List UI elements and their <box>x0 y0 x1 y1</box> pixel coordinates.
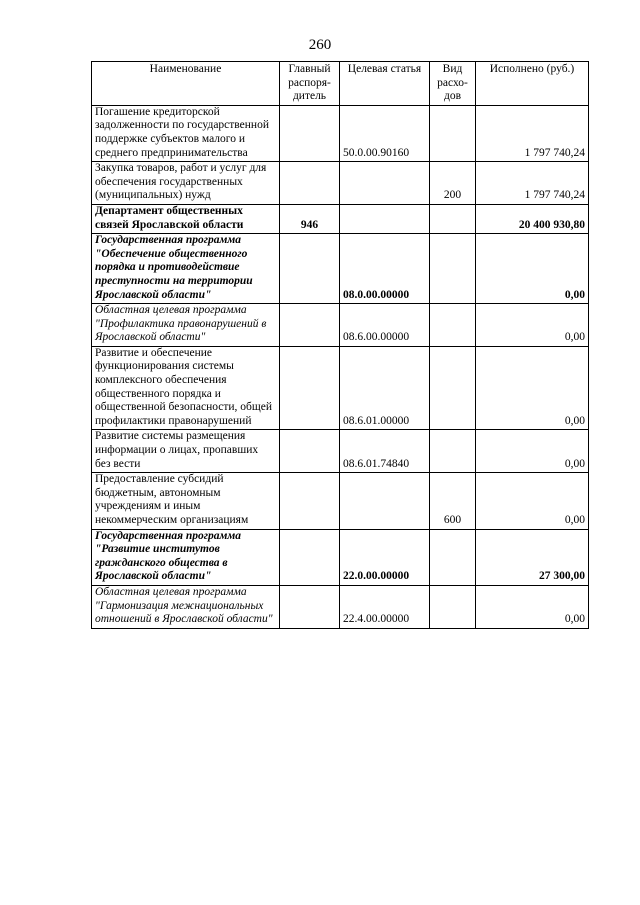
cell-done: 0,00 <box>476 473 589 529</box>
cell-target: 08.6.00.00000 <box>340 304 430 347</box>
cell-type <box>430 585 476 628</box>
table-row <box>92 529 589 585</box>
cell-target: 08.6.01.00000 <box>340 346 430 430</box>
cell-admin <box>280 105 340 161</box>
cell-admin: 946 <box>280 204 340 233</box>
cell-admin <box>280 162 340 205</box>
cell-type <box>430 346 476 430</box>
header-type: Вид расхо-дов <box>430 62 476 106</box>
cell-target <box>340 473 430 529</box>
cell-target: 08.6.01.74840 <box>340 430 430 473</box>
header-name: Наименование <box>92 62 280 106</box>
cell-name: Предоставление субсидий бюджетным, автономным учреждениям и иным некоммерческим организациям <box>92 473 280 529</box>
table-row <box>92 346 589 430</box>
table-row <box>92 204 589 233</box>
cell-name: Погашение кредиторской задолженности по государственной поддержке субъектов малого и среднего предпринимательства <box>92 105 280 161</box>
budget-table <box>91 61 589 629</box>
cell-type: 600 <box>430 473 476 529</box>
cell-name: Развитие и обеспечение функционирования системы комплексного обеспечения общественного порядка и общественной безопасности, общей профилактики правонарушений <box>92 346 280 430</box>
cell-done: 1 797 740,24 <box>476 162 589 205</box>
cell-admin <box>280 473 340 529</box>
cell-admin <box>280 304 340 347</box>
header-done: Исполнено (руб.) <box>476 62 589 106</box>
cell-type <box>430 430 476 473</box>
table-row <box>92 585 589 628</box>
table-header-row <box>92 62 589 106</box>
cell-name: Государственная программа "Развитие институтов гражданского общества в Ярославской области" <box>92 529 280 585</box>
cell-type <box>430 304 476 347</box>
cell-done: 0,00 <box>476 346 589 430</box>
cell-type <box>430 105 476 161</box>
cell-done: 0,00 <box>476 234 589 304</box>
cell-type <box>430 529 476 585</box>
cell-target <box>340 204 430 233</box>
cell-target: 22.4.00.00000 <box>340 585 430 628</box>
table-row <box>92 234 589 304</box>
cell-done: 1 797 740,24 <box>476 105 589 161</box>
cell-name: Закупка товаров, работ и услуг для обеспечения государственных (муниципальных) нужд <box>92 162 280 205</box>
cell-name: Развитие системы размещения информации о лицах, пропавших без вести <box>92 430 280 473</box>
table-row <box>92 105 589 161</box>
cell-admin <box>280 346 340 430</box>
cell-target: 22.0.00.00000 <box>340 529 430 585</box>
header-target: Целевая статья <box>340 62 430 106</box>
cell-done: 0,00 <box>476 585 589 628</box>
table-row <box>92 304 589 347</box>
cell-name: Областная целевая программа "Гармонизация межнациональных отношений в Ярославской области" <box>92 585 280 628</box>
cell-done: 0,00 <box>476 304 589 347</box>
cell-target <box>340 162 430 205</box>
table-row <box>92 162 589 205</box>
cell-target: 08.0.00.00000 <box>340 234 430 304</box>
cell-name: Государственная программа "Обеспечение общественного порядка и противодействие преступности на территории Ярославской области" <box>92 234 280 304</box>
cell-done: 20 400 930,80 <box>476 204 589 233</box>
header-admin: Главный распоря-дитель <box>280 62 340 106</box>
cell-name: Областная целевая программа "Профилактика правонарушений в Ярославской области" <box>92 304 280 347</box>
cell-done: 27 300,00 <box>476 529 589 585</box>
cell-admin <box>280 430 340 473</box>
cell-type <box>430 204 476 233</box>
cell-admin <box>280 234 340 304</box>
cell-type: 200 <box>430 162 476 205</box>
cell-admin <box>280 585 340 628</box>
cell-target: 50.0.00.90160 <box>340 105 430 161</box>
table-row <box>92 430 589 473</box>
page-number: 260 <box>308 37 332 53</box>
cell-admin <box>280 529 340 585</box>
table-row <box>92 473 589 529</box>
cell-done: 0,00 <box>476 430 589 473</box>
cell-name: Департамент общественных связей Ярославской области <box>92 204 280 233</box>
cell-type <box>430 234 476 304</box>
